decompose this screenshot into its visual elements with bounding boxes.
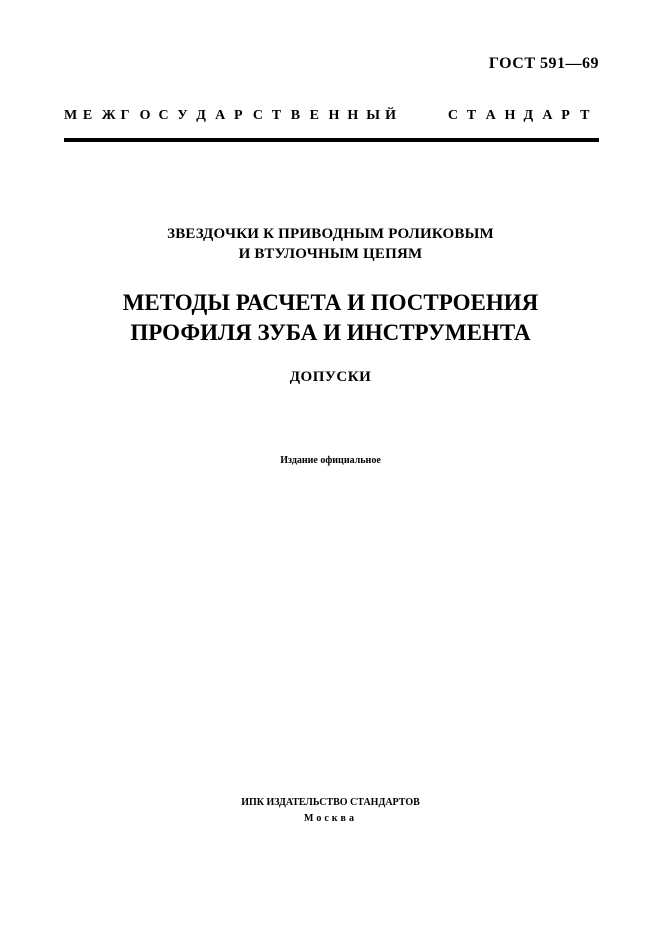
heading-letter: Р xyxy=(561,108,570,123)
heading-letter: Д xyxy=(196,108,206,123)
header-rule xyxy=(64,138,599,142)
standard-type-heading xyxy=(64,108,599,124)
section-label: ДОПУСКИ xyxy=(289,369,372,385)
heading-letter: Н xyxy=(347,108,359,123)
subtitle-line-2: И ВТУЛОЧНЫМ ЦЕПЯМ xyxy=(238,246,423,262)
heading-letter: Й xyxy=(385,108,397,123)
heading-letter: Т xyxy=(466,108,477,123)
heading-letter: С xyxy=(158,108,169,123)
heading-letter: Д xyxy=(523,108,534,123)
heading-letter: Е xyxy=(82,108,93,123)
heading-letter: С xyxy=(447,108,458,123)
heading-letter: Р xyxy=(234,108,243,123)
heading-letter: У xyxy=(177,108,188,123)
heading-letter: Ы xyxy=(366,108,380,123)
heading-letter: Н xyxy=(504,108,516,123)
heading-letter: А xyxy=(542,108,553,123)
heading-letter: Ж xyxy=(101,108,116,123)
heading-letter: Г xyxy=(120,108,130,123)
heading-letter: С xyxy=(252,108,264,123)
publisher-name: ИПК ИЗДАТЕЛЬСТВО СТАНДАРТОВ xyxy=(241,797,420,808)
publisher-city: Москва xyxy=(304,813,357,824)
title-line-2: ПРОФИЛЯ ЗУБА И ИНСТРУМЕНТА xyxy=(130,320,531,345)
heading-letter: А xyxy=(215,108,226,123)
heading-letter: Н xyxy=(328,108,340,123)
standard-type-word-1 xyxy=(64,108,404,124)
heading-letter: М xyxy=(64,108,78,123)
edition-note: Издание официальное xyxy=(280,455,381,466)
document-title xyxy=(0,288,661,348)
heading-letter: А xyxy=(485,108,496,123)
standard-type-word-2 xyxy=(448,108,599,124)
subtitle-line-1: ЗВЕЗДОЧКИ К ПРИВОДНЫМ РОЛИКОВЫМ xyxy=(167,226,494,242)
heading-letter: В xyxy=(290,108,301,123)
heading-letter: Т xyxy=(271,108,282,123)
document-number: ГОСТ 591—69 xyxy=(488,55,599,72)
heading-letter: Е xyxy=(309,108,319,123)
heading-letter: О xyxy=(139,108,151,123)
title-line-1: МЕТОДЫ РАСЧЕТА И ПОСТРОЕНИЯ xyxy=(122,290,539,315)
heading-letter: Т xyxy=(580,108,590,123)
document-subtitle xyxy=(0,224,661,264)
